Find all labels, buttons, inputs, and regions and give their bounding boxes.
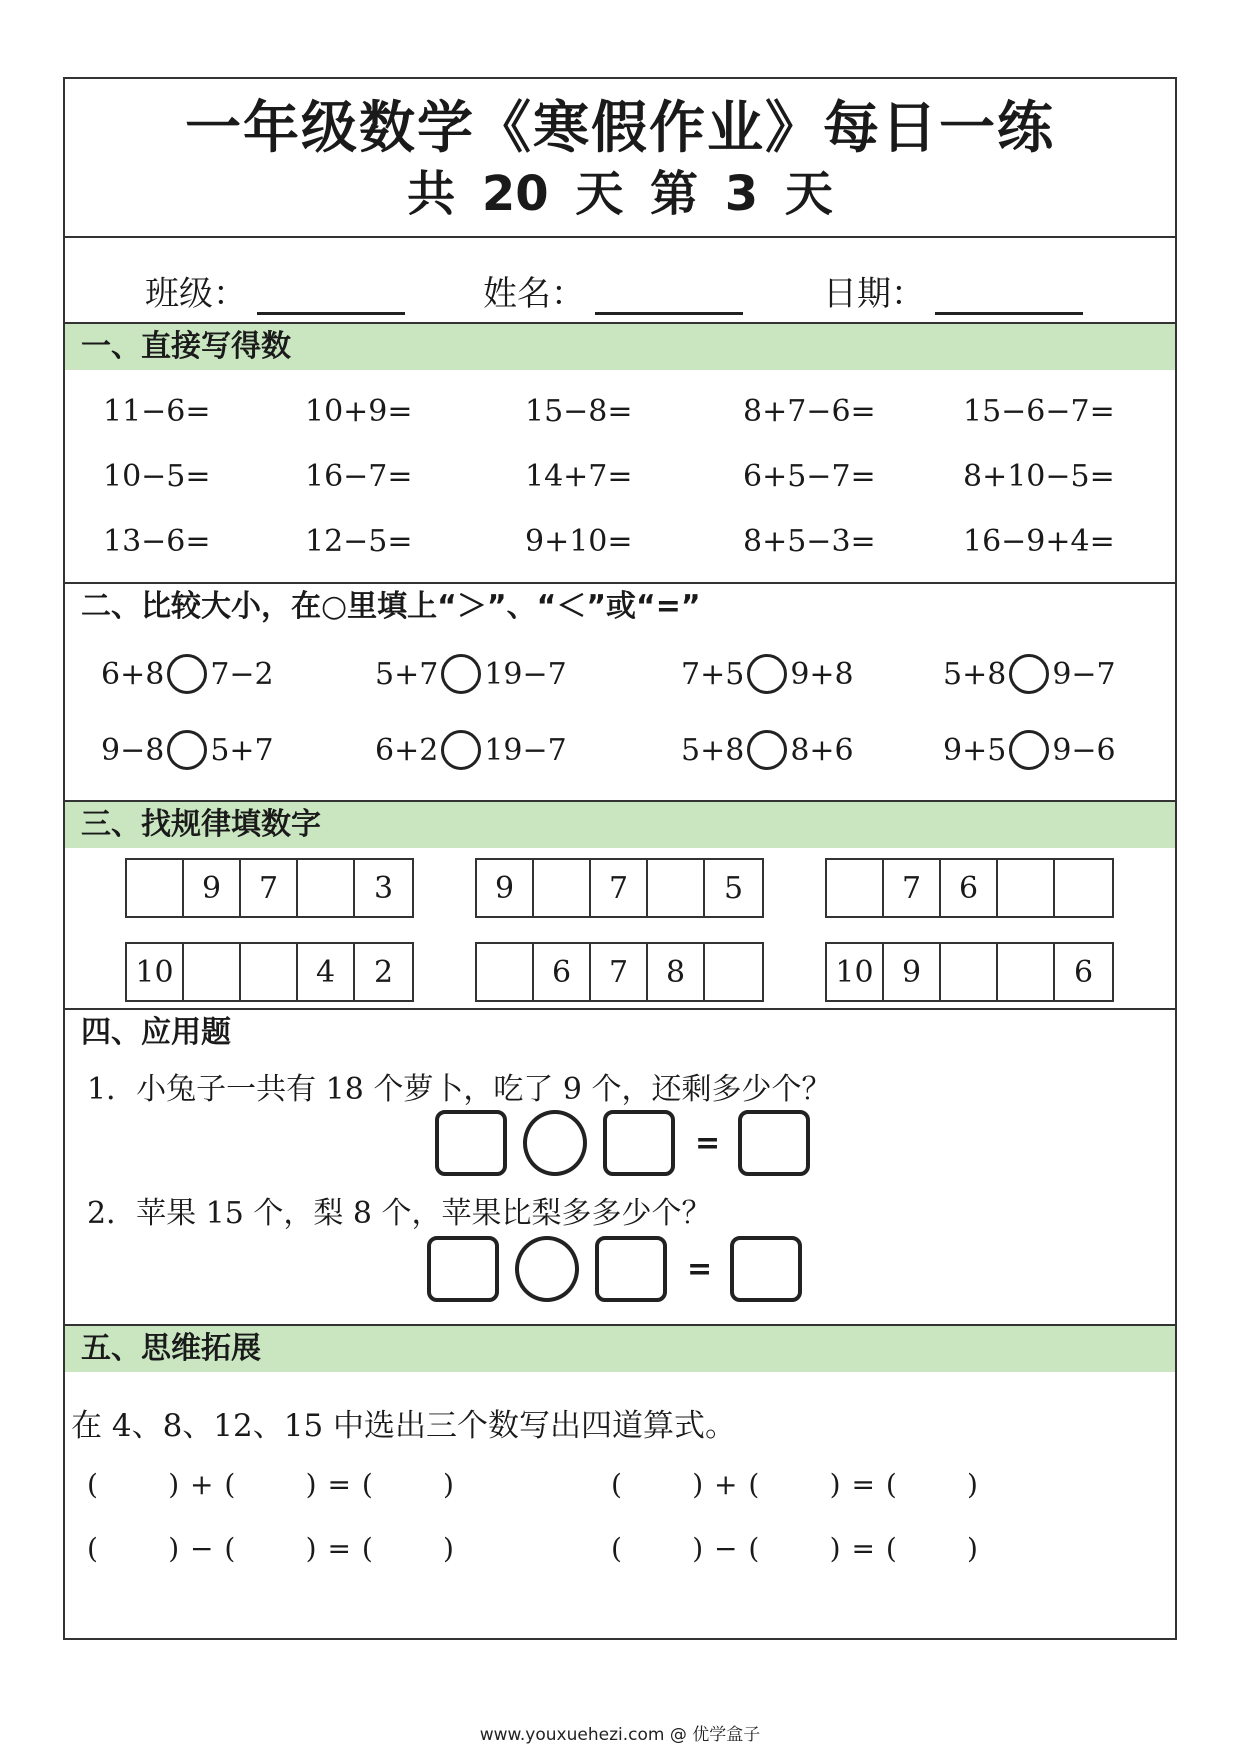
compare-left: 5+8 (681, 732, 745, 768)
sequence-cell[interactable]: 10 (127, 944, 184, 1000)
sequence-cell[interactable] (241, 944, 298, 1000)
sequence-cell[interactable]: 6 (534, 944, 591, 1000)
calc-item: 15−6−7= (963, 394, 1115, 429)
sequence-cell[interactable] (1055, 860, 1112, 916)
sequence-cell[interactable]: 4 (298, 944, 355, 1000)
sequence-cell[interactable] (827, 860, 884, 916)
sequence-cell[interactable]: 3 (373, 870, 394, 906)
sequence-cell[interactable] (534, 860, 591, 916)
calc-grid (65, 370, 1175, 582)
answer-box[interactable] (603, 1110, 675, 1176)
addition-formula[interactable]: ( ) + ( ) = ( ) (87, 1468, 455, 1501)
compare-circle[interactable] (1009, 654, 1049, 694)
section-word-problems (65, 1010, 1175, 1326)
section-heading: 四、应用题 (81, 1015, 231, 1050)
equals-sign: = (687, 1251, 713, 1287)
section-heading: 二、比较大小，在○里填上“＞”、“＜”或“=” (81, 589, 701, 624)
sequence-cell[interactable]: 6 (1073, 954, 1094, 990)
title-block (65, 79, 1175, 238)
sequence-cell[interactable] (998, 944, 1055, 1000)
sequence-cell[interactable]: 7 (884, 860, 941, 916)
compare-left: 5+7 (375, 656, 439, 692)
calc-item: 8+10−5= (963, 459, 1115, 494)
answer-equation-1 (435, 1110, 810, 1176)
calc-item: 10+9= (305, 394, 413, 429)
compare-right: 8+6 (790, 732, 854, 768)
compare-right: 19−7 (484, 656, 567, 692)
sequence-cell[interactable] (477, 944, 534, 1000)
compare-left: 5+8 (943, 656, 1007, 692)
compare-item (681, 730, 854, 770)
name-field[interactable] (483, 266, 743, 315)
calc-item: 14+7= (525, 459, 633, 494)
compare-item (101, 654, 274, 694)
calc-item: 6+5−7= (743, 459, 876, 494)
section-thinking (65, 1326, 1175, 1642)
sequence-cell[interactable]: 10 (827, 944, 884, 1000)
name-label: 姓名： (483, 274, 585, 314)
compare-circle[interactable] (441, 730, 481, 770)
page-subtitle: 共 20 天 第 3 天 (407, 166, 833, 222)
compare-item (681, 654, 854, 694)
calc-item: 10−5= (103, 459, 211, 494)
compare-circle[interactable] (747, 730, 787, 770)
sequence-cell[interactable]: 9 (477, 860, 534, 916)
calc-item: 9+10= (525, 524, 633, 559)
thinking-question: 在 4、8、12、15 中选出三个数写出四道算式。 (71, 1408, 737, 1444)
calc-item: 13−6= (103, 524, 211, 559)
compare-right: 19−7 (484, 732, 567, 768)
word-problems (65, 1056, 1175, 1324)
compare-item (375, 654, 567, 694)
compare-item (101, 730, 274, 770)
result-box[interactable] (738, 1110, 810, 1176)
sequence-row (125, 858, 414, 918)
sequence-cell[interactable]: 7 (241, 860, 298, 916)
worksheet (63, 77, 1177, 1640)
addition-formula[interactable]: ( ) + ( ) = ( ) (611, 1468, 979, 1501)
calc-item: 8+5−3= (743, 524, 876, 559)
sequence-row (825, 858, 1114, 918)
class-label: 班级： (145, 274, 247, 314)
section-heading: 三、找规律填数字 (65, 802, 1175, 848)
calc-item: 15−8= (525, 394, 633, 429)
subtraction-formula[interactable]: ( ) − ( ) = ( ) (611, 1532, 979, 1565)
compare-circle[interactable] (1009, 730, 1049, 770)
sequence-cell[interactable]: 8 (648, 944, 705, 1000)
date-label: 日期： (823, 274, 925, 314)
sequence-cell[interactable]: 2 (373, 954, 394, 990)
section-pattern (65, 802, 1175, 1010)
answer-box[interactable] (427, 1236, 499, 1302)
thinking-content (65, 1372, 1175, 1642)
compare-circle[interactable] (167, 654, 207, 694)
section-heading: 一、直接写得数 (65, 324, 1175, 370)
sequence-cell[interactable] (127, 860, 184, 916)
compare-circle[interactable] (747, 654, 787, 694)
footer-watermark: www.youxuehezi.com @ 优学盒子 (479, 1725, 761, 1745)
class-field[interactable] (145, 266, 405, 315)
word-problem-1: 1．小兔子一共有 18 个萝卜，吃了 9 个，还剩多少个？ (87, 1072, 832, 1107)
compare-left: 9+5 (943, 732, 1007, 768)
date-blank[interactable] (935, 278, 1083, 315)
sequence-row (825, 942, 1114, 1002)
answer-box[interactable] (595, 1236, 667, 1302)
sequence-cell[interactable]: 5 (723, 870, 744, 906)
word-problem-2: 2．苹果 15 个，梨 8 个，苹果比梨多多少个？ (87, 1196, 712, 1231)
answer-box[interactable] (435, 1110, 507, 1176)
compare-circle[interactable] (441, 654, 481, 694)
compare-item (375, 730, 567, 770)
calc-item: 16−7= (305, 459, 413, 494)
compare-left: 7+5 (681, 656, 745, 692)
compare-item (943, 730, 1116, 770)
sequence-cell[interactable]: 7 (591, 860, 648, 916)
compare-right: 9−7 (1052, 656, 1116, 692)
equals-sign: = (695, 1125, 721, 1161)
sequence-row (125, 942, 414, 1002)
calc-item: 8+7−6= (743, 394, 876, 429)
sequence-cell[interactable] (998, 860, 1055, 916)
sequence-cell[interactable] (184, 944, 241, 1000)
answer-equation-2 (427, 1236, 802, 1302)
sequence-cell[interactable]: 9 (184, 860, 241, 916)
subtraction-formula[interactable]: ( ) − ( ) = ( ) (87, 1532, 455, 1565)
sequence-cell[interactable]: 6 (941, 860, 998, 916)
section-heading: 五、思维拓展 (65, 1326, 1175, 1372)
sequence-cell[interactable] (705, 944, 762, 1000)
pattern-grid (65, 848, 1175, 1008)
page-title: 一年级数学《寒假作业》每日一练 (185, 96, 1055, 161)
class-blank[interactable] (257, 278, 405, 315)
result-box[interactable] (730, 1236, 802, 1302)
compare-grid (65, 630, 1175, 800)
section-direct-calc (65, 324, 1175, 584)
operator-circle[interactable] (523, 1110, 587, 1176)
sequence-row (475, 858, 764, 918)
compare-circle[interactable] (167, 730, 207, 770)
compare-left: 9−8 (101, 732, 165, 768)
compare-left: 6+2 (375, 732, 439, 768)
sequence-cell[interactable]: 9 (884, 944, 941, 1000)
sequence-cell[interactable]: 7 (591, 944, 648, 1000)
date-field[interactable] (823, 266, 1083, 315)
operator-circle[interactable] (515, 1236, 579, 1302)
section-compare (65, 584, 1175, 802)
compare-right: 5+7 (210, 732, 274, 768)
sequence-cell[interactable] (298, 860, 355, 916)
sequence-cell[interactable] (941, 944, 998, 1000)
sequence-row (475, 942, 764, 1002)
compare-right: 9−6 (1052, 732, 1116, 768)
calc-item: 11−6= (103, 394, 211, 429)
compare-right: 7−2 (210, 656, 274, 692)
student-info-row (65, 238, 1175, 324)
sequence-cell[interactable] (648, 860, 705, 916)
compare-item (943, 654, 1116, 694)
calc-item: 16−9+4= (963, 524, 1115, 559)
compare-left: 6+8 (101, 656, 165, 692)
calc-item: 12−5= (305, 524, 413, 559)
name-blank[interactable] (595, 278, 743, 315)
compare-right: 9+8 (790, 656, 854, 692)
